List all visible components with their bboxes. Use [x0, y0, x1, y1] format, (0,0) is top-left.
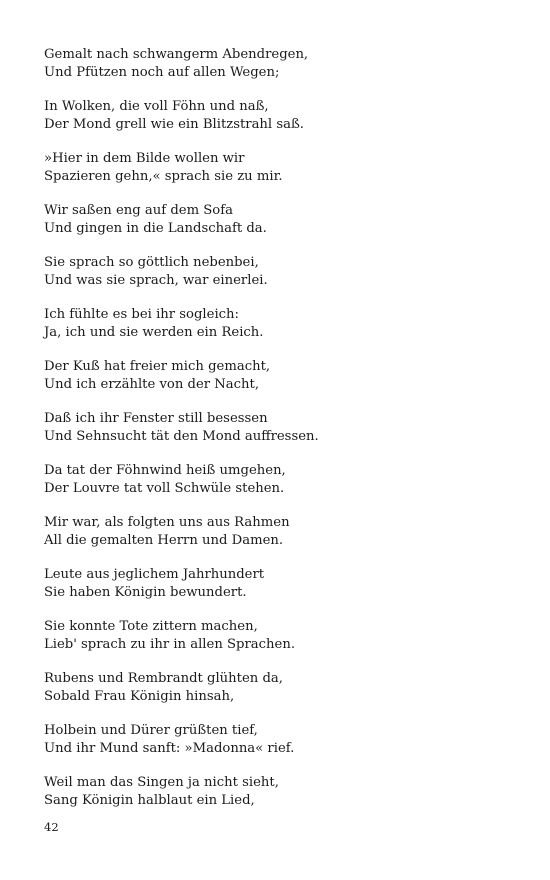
stanza-14 [44, 722, 514, 758]
poem-line: Ja, ich und sie werden ein Reich. [44, 325, 264, 340]
stanza-13 [44, 670, 514, 706]
stanza-5 [44, 254, 514, 290]
poem-line: Wir saßen eng auf dem Sofa [44, 203, 233, 218]
poem-line: In Wolken, die voll Föhn und naß, [44, 99, 269, 114]
poem-line: Mir war, als folgten uns aus Rahmen [44, 515, 290, 530]
poem-line: Leute aus jeglichem Jahrhundert [44, 567, 265, 582]
stanza-11 [44, 566, 514, 602]
poem-line: Holbein und Dürer grüßten tief, [44, 723, 258, 738]
poem-line: Und ihr Mund sanft: »Madonna« rief. [44, 741, 295, 756]
poem-line: Sie konnte Tote zittern machen, [44, 619, 258, 634]
poem-line: Rubens und Rembrandt glühten da, [44, 671, 283, 686]
poem-line: All die gemalten Herrn und Damen. [44, 533, 284, 548]
poem-line: Sang Königin halblaut ein Lied, [44, 793, 255, 808]
poem-line: Lieb' sprach zu ihr in allen Sprachen. [44, 637, 296, 652]
stanza-3 [44, 150, 514, 186]
poem-line: Sie sprach so göttlich nebenbei, [44, 255, 259, 270]
poem-line: Gemalt nach schwangerm Abendregen, [44, 47, 309, 62]
poem-line: Und was sie sprach, war einerlei. [44, 273, 268, 288]
poem-line: Ich fühlte es bei ihr sogleich: [44, 307, 239, 322]
poem-text [44, 46, 514, 826]
poem-line: Der Louvre tat voll Schwüle stehen. [44, 481, 285, 496]
poem-line: Der Mond grell wie ein Blitzstrahl saß. [44, 117, 304, 132]
stanza-8 [44, 410, 514, 446]
poem-line: Und ich erzählte von der Nacht, [44, 377, 260, 392]
stanza-12 [44, 618, 514, 654]
stanza-7 [44, 358, 514, 394]
poem-line: Da tat der Föhnwind heiß umgehen, [44, 463, 286, 478]
poem-line: Der Kuß hat freier mich gemacht, [44, 359, 271, 374]
stanza-1 [44, 46, 514, 82]
poem-line: Und Sehnsucht tät den Mond auffressen. [44, 429, 319, 444]
poem-line: Weil man das Singen ja nicht sieht, [44, 775, 279, 790]
poem-line: »Hier in dem Bilde wollen wir [44, 151, 245, 166]
page-number: 42 [44, 820, 59, 834]
poem-line: Und Pfützen noch auf allen Wegen; [44, 65, 280, 80]
stanza-4 [44, 202, 514, 238]
poem-line: Daß ich ihr Fenster still besessen [44, 411, 268, 426]
stanza-2 [44, 98, 514, 134]
poem-line: Und gingen in die Landschaft da. [44, 221, 267, 236]
stanza-9 [44, 462, 514, 498]
poem-line: Sie haben Königin bewundert. [44, 585, 247, 600]
stanza-15 [44, 774, 514, 810]
stanza-10 [44, 514, 514, 550]
poem-line: Spazieren gehn,« sprach sie zu mir. [44, 169, 283, 184]
poem-line: Sobald Frau Königin hinsah, [44, 689, 235, 704]
stanza-6 [44, 306, 514, 342]
